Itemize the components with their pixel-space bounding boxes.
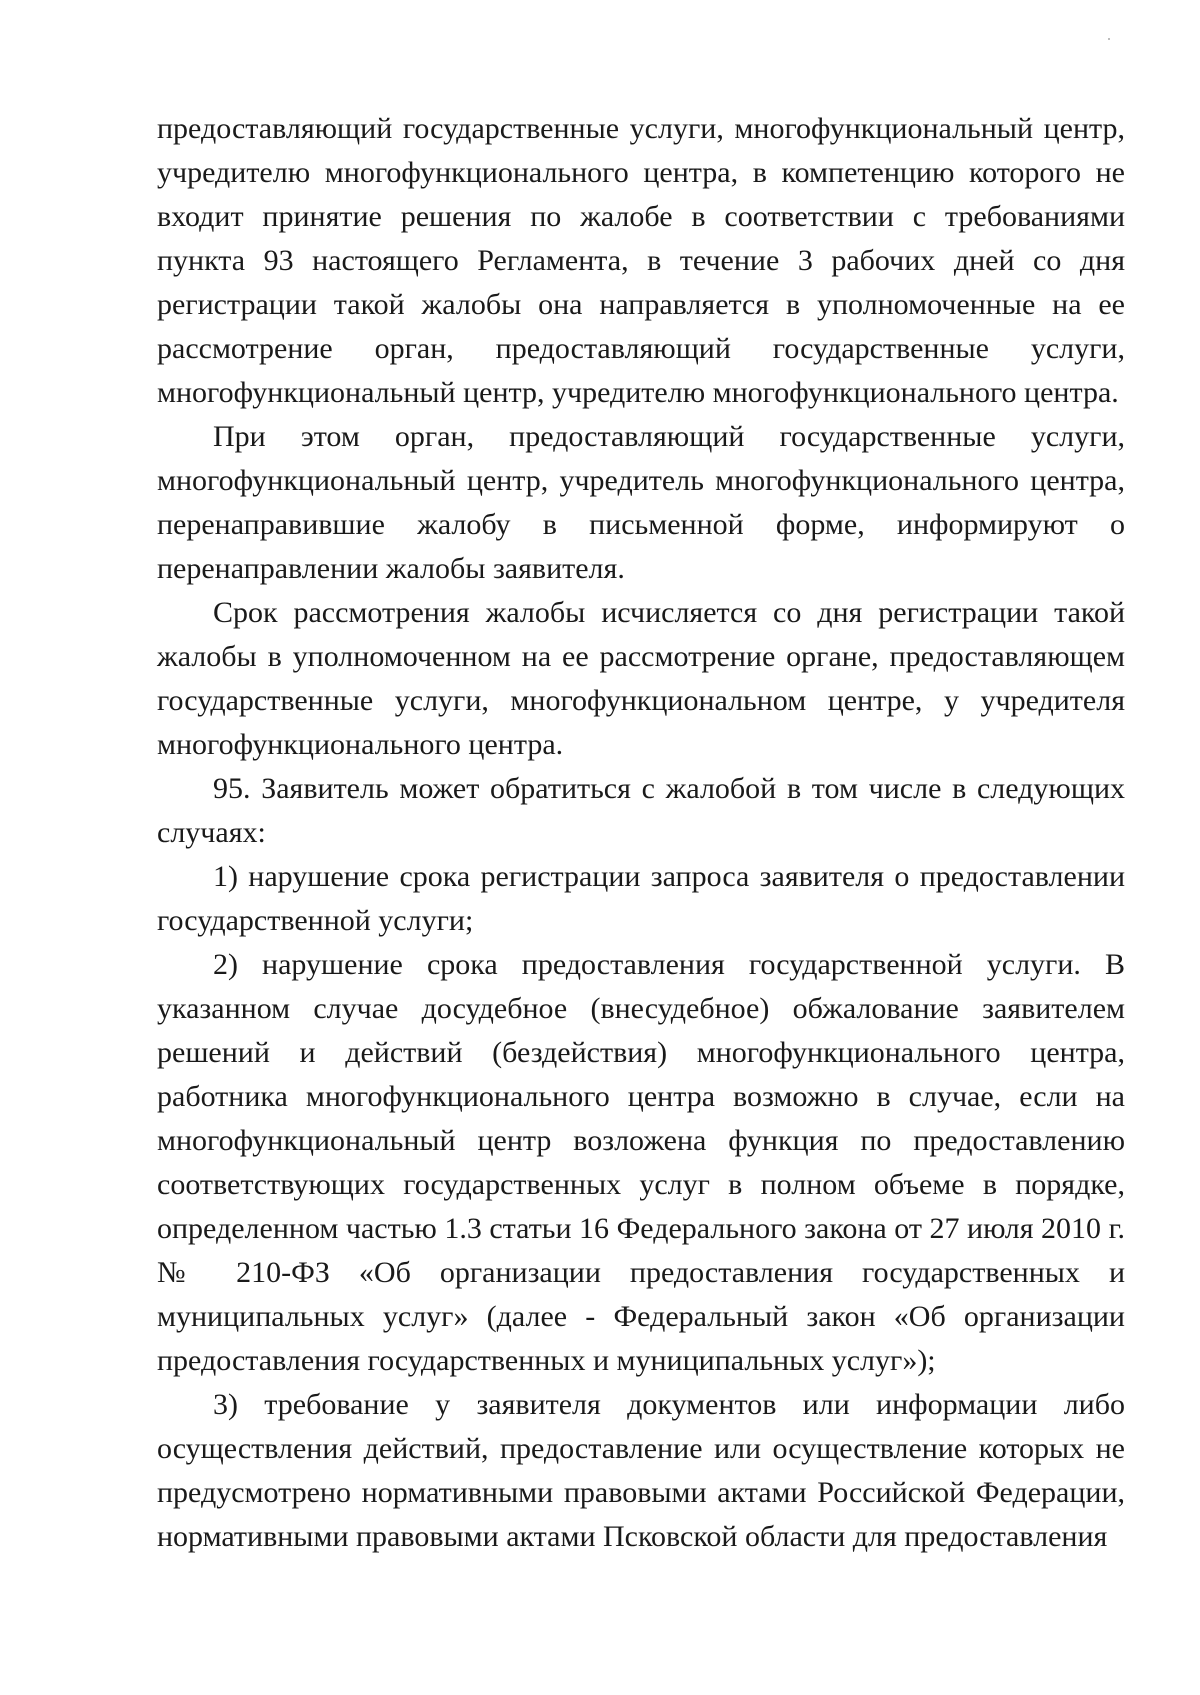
- list-item-2: 2) нарушение срока предоставления государственной услуги. В указанном случае досудебное (внесудебное) обжалование заявителем решений и действий (бездействия) многофункционального центра, работника многофункционального центра возможно в случае, если на многофункциональный центр возложена функция по предоставлению соответствующих государственных услуг в полном объеме в порядке, определенном частью 1.3 статьи 16 Федерального закона от 27 июля 2010 г. № 210-ФЗ «Об организации предоставления государственных и муниципальных услуг» (далее - Федеральный закон «Об организации предоставления государственных и муниципальных услуг»);: [157, 948, 1125, 1377]
- list-item-1: 1) нарушение срока регистрации запроса заявителя о предоставлении государственной услуги;: [157, 860, 1125, 937]
- paragraph-forwarding-notice: При этом орган, предоставляющий государственные услуги, многофункциональный центр, учредитель многофункционального центра, перенаправившие жалобу в письменной форме, информируют о перенаправлении жалобы заявителя.: [157, 420, 1125, 585]
- paragraph-item-95: 95. Заявитель может обратиться с жалобой в том числе в следующих случаях:: [157, 772, 1125, 849]
- paragraph-continuation: предоставляющий государственные услуги, многофункциональный центр, учредителю многофункционального центра, в компетенцию которого не входит принятие решения по жалобе в соответствии с требованиями пункта 93 настоящего Регламента, в течение 3 рабочих дней со дня регистрации такой жалобы она направляется в уполномоченные на ее рассмотрение орган, предоставляющий государственные услуги, многофункциональный центр, учредителю многофункционального центра.: [157, 112, 1125, 409]
- document-body: [157, 107, 1125, 1559]
- scan-speck: [1108, 38, 1110, 40]
- list-item-3: 3) требование у заявителя документов или информации либо осуществления действий, предоставление или осуществление которых не предусмотрено нормативными правовыми актами Российской Федерации, нормативными правовыми актами Псковской области для предоставления: [157, 1388, 1125, 1553]
- paragraph-review-term: Срок рассмотрения жалобы исчисляется со дня регистрации такой жалобы в уполномоченном на ее рассмотрение органе, предоставляющем государственные услуги, многофункциональном центре, у учредителя многофункционального центра.: [157, 596, 1125, 761]
